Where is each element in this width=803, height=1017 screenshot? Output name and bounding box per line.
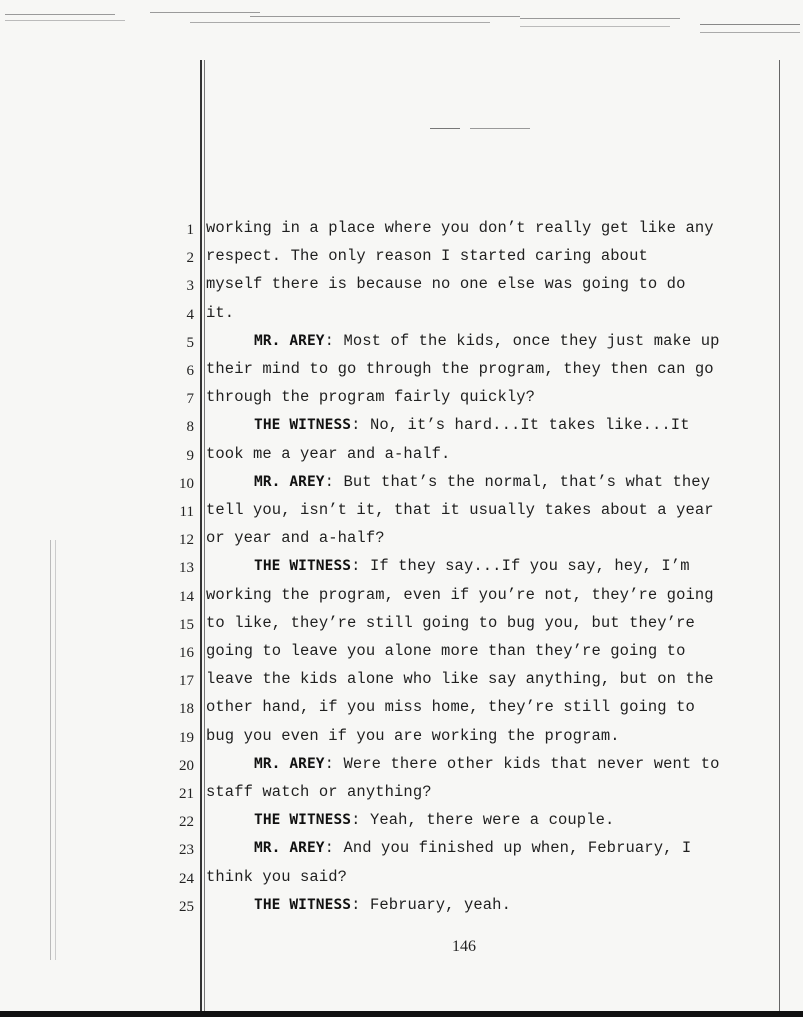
line-text: respect. The only reason I started caring about bbox=[206, 247, 648, 265]
line-text: : February, yeah. bbox=[351, 896, 511, 914]
page-number: 146 bbox=[452, 938, 476, 955]
line-number: 24 bbox=[179, 871, 194, 887]
line-text: : No, it’s hard...It takes like...It bbox=[351, 416, 690, 434]
line-text: : If they say...If you say, hey, I’m bbox=[351, 557, 690, 575]
transcript-line bbox=[206, 557, 781, 575]
transcript-line bbox=[206, 304, 781, 322]
line-text: : But that’s the normal, that’s what they bbox=[324, 473, 711, 491]
line-text: working the program, even if you’re not, they’re going bbox=[206, 586, 714, 604]
scan-bottom-edge bbox=[0, 1011, 803, 1017]
line-number: 21 bbox=[179, 786, 194, 802]
line-text: took me a year and a-half. bbox=[206, 445, 451, 463]
line-number: 10 bbox=[179, 476, 194, 492]
scan-artifact-dash bbox=[430, 128, 460, 129]
line-text: tell you, isn’t it, that it usually takes about a year bbox=[206, 501, 714, 519]
line-text: staff watch or anything? bbox=[206, 783, 432, 801]
speaker-label: MR. AREY bbox=[254, 474, 325, 490]
line-text: : Were there other kids that never went to bbox=[324, 755, 720, 773]
speaker-label: THE WITNESS bbox=[254, 812, 352, 828]
line-number: 14 bbox=[179, 589, 194, 605]
line-text: or year and a-half? bbox=[206, 529, 385, 547]
line-number: 16 bbox=[179, 645, 194, 661]
line-text: : Yeah, there were a couple. bbox=[351, 811, 615, 829]
line-number: 8 bbox=[186, 419, 194, 435]
line-number: 15 bbox=[179, 617, 194, 633]
line-number: 25 bbox=[179, 899, 194, 915]
left-margin-rule bbox=[200, 60, 202, 1017]
line-number: 5 bbox=[186, 335, 194, 351]
transcript-line bbox=[206, 727, 781, 745]
transcript-line bbox=[206, 755, 781, 773]
line-number: 20 bbox=[179, 758, 194, 774]
line-text: to like, they’re still going to bug you, but they’re bbox=[206, 614, 695, 632]
line-number: 4 bbox=[186, 307, 194, 323]
line-number: 11 bbox=[179, 504, 194, 520]
line-text: : Most of the kids, once they just make up bbox=[324, 332, 720, 350]
speaker-label: MR. AREY bbox=[254, 333, 325, 349]
speaker-label: THE WITNESS bbox=[254, 897, 352, 913]
transcript-line bbox=[206, 642, 781, 660]
transcript-line bbox=[206, 529, 781, 547]
left-margin-rule-inner bbox=[204, 60, 205, 1017]
transcript-line bbox=[206, 445, 781, 463]
transcript-line bbox=[206, 275, 781, 293]
transcript-line bbox=[206, 501, 781, 519]
line-number: 3 bbox=[186, 278, 194, 294]
line-text: myself there is because no one else was going to do bbox=[206, 275, 686, 293]
transcript-line bbox=[206, 896, 781, 914]
scan-artifact bbox=[50, 540, 56, 960]
line-text: think you said? bbox=[206, 868, 348, 886]
line-number: 23 bbox=[179, 842, 194, 858]
line-text: their mind to go through the program, they then can go bbox=[206, 360, 714, 378]
scan-top-lines bbox=[0, 0, 803, 60]
line-text: leave the kids alone who like say anything, but on the bbox=[206, 670, 714, 688]
line-number: 1 bbox=[186, 222, 194, 238]
transcript-line bbox=[206, 868, 781, 886]
transcript-line bbox=[206, 698, 781, 716]
transcript-line bbox=[206, 219, 781, 237]
line-number: 17 bbox=[179, 673, 194, 689]
speaker-label: THE WITNESS bbox=[254, 417, 352, 433]
line-number: 13 bbox=[179, 560, 194, 576]
transcript-line bbox=[206, 586, 781, 604]
line-number: 12 bbox=[179, 532, 194, 548]
line-text: it. bbox=[206, 304, 235, 322]
line-number: 18 bbox=[179, 701, 194, 717]
transcript-line bbox=[206, 783, 781, 801]
line-text: : And you finished up when, February, I bbox=[324, 839, 692, 857]
line-number: 2 bbox=[186, 250, 194, 266]
transcript-line bbox=[206, 473, 781, 491]
transcript-line bbox=[206, 332, 781, 350]
line-text: other hand, if you miss home, they’re still going to bbox=[206, 698, 695, 716]
transcript-line bbox=[206, 247, 781, 265]
line-number: 22 bbox=[179, 814, 194, 830]
transcript-line bbox=[206, 388, 781, 406]
line-text: bug you even if you are working the program. bbox=[206, 727, 620, 745]
speaker-label: MR. AREY bbox=[254, 840, 325, 856]
line-number: 19 bbox=[179, 730, 194, 746]
line-text: going to leave you alone more than they’re going to bbox=[206, 642, 686, 660]
line-number: 6 bbox=[186, 363, 194, 379]
transcript-line bbox=[206, 416, 781, 434]
transcript-line bbox=[206, 811, 781, 829]
transcript-line bbox=[206, 839, 781, 857]
speaker-label: THE WITNESS bbox=[254, 558, 352, 574]
line-text: through the program fairly quickly? bbox=[206, 388, 536, 406]
transcript-line bbox=[206, 614, 781, 632]
line-number: 7 bbox=[186, 391, 194, 407]
line-number: 9 bbox=[186, 448, 194, 464]
speaker-label: MR. AREY bbox=[254, 756, 325, 772]
scan-artifact-dash bbox=[470, 128, 530, 129]
transcript-line bbox=[206, 360, 781, 378]
transcript-line bbox=[206, 670, 781, 688]
line-text: working in a place where you don’t really get like any bbox=[206, 219, 714, 237]
